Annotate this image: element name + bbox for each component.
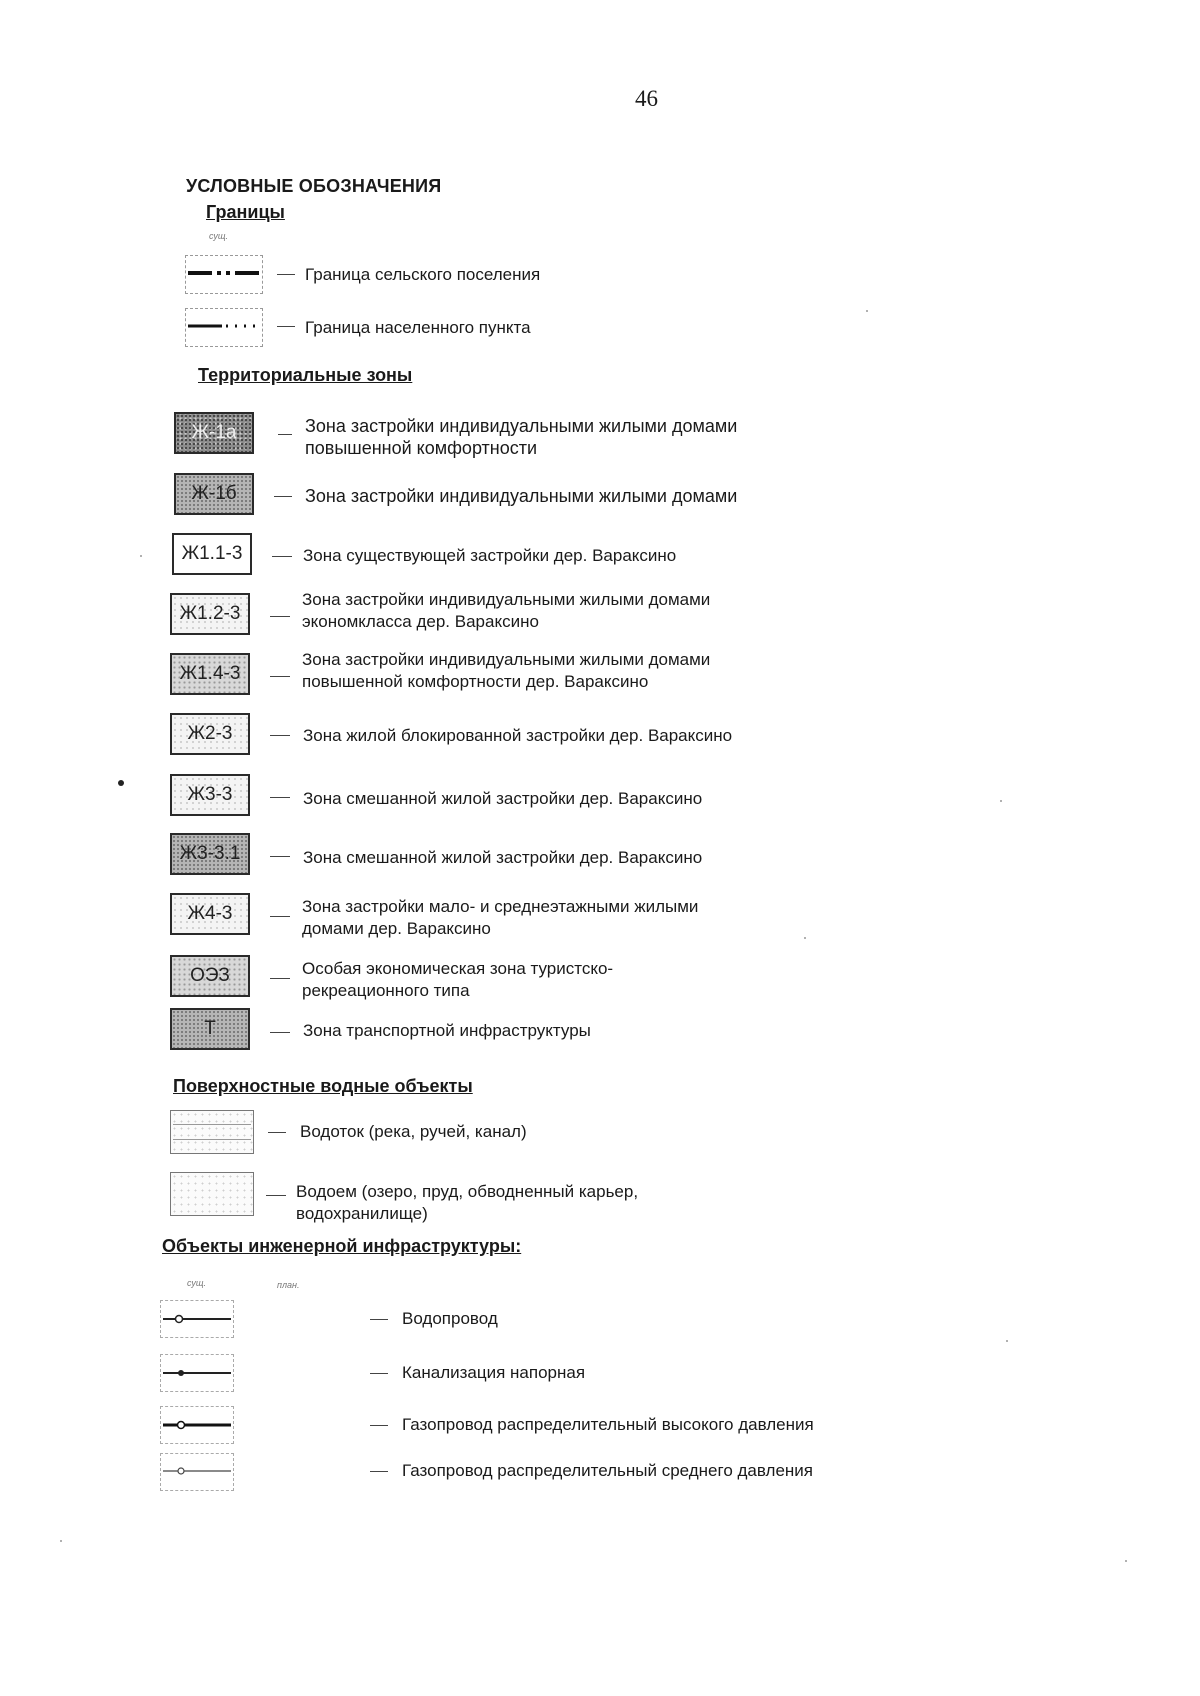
leader-dash — [272, 556, 292, 557]
leader-dash — [370, 1319, 388, 1320]
water-body-symbol — [170, 1172, 254, 1216]
boundaries-existing-label: сущ. — [209, 231, 229, 241]
zone-code: Ж3-3.1 — [179, 843, 241, 864]
water-label-2: Водоем (озеро, пруд, обводненный карьер, водохранилище) — [296, 1182, 639, 1223]
zone-code-box — [170, 774, 250, 816]
leader-dash — [266, 1195, 286, 1196]
zone-label: Зона застройки мало- и среднеэтажными жилыми домами дер. Вараксино — [302, 897, 699, 938]
zone-code-box — [170, 833, 250, 875]
zone-code-box — [170, 893, 250, 935]
zone-code: Ж4-3 — [187, 903, 233, 924]
water-heading: Поверхностные водные объекты — [173, 1076, 473, 1096]
leader-dash — [278, 434, 292, 435]
scan-speck — [1006, 1340, 1008, 1342]
rural-settlement-boundary-symbol — [185, 255, 263, 294]
zone-code-box — [174, 473, 254, 515]
zone-code-box — [170, 653, 250, 695]
boundary-label-1: Граница сельского поселения — [305, 265, 541, 284]
leader-dash — [270, 616, 290, 617]
dash-dot-line-icon — [186, 256, 262, 293]
zone-code: Ж2-3 — [187, 723, 233, 744]
zone-code: ОЭЗ — [190, 965, 230, 986]
pipe-with-node-icon — [161, 1301, 233, 1337]
boundary-label-2: Граница населенного пункта — [305, 318, 531, 337]
leader-dash — [270, 856, 290, 857]
leader-dash — [274, 496, 292, 497]
dotted-line-icon — [186, 309, 262, 346]
leader-dash — [270, 797, 290, 798]
gas-medium-pressure-symbol — [160, 1453, 234, 1491]
zone-label: Зона жилой блокированной застройки дер. Вараксино — [303, 726, 733, 745]
gas-high-pressure-symbol — [160, 1406, 234, 1444]
zone-code-box — [170, 713, 250, 755]
watercourse-symbol — [170, 1110, 254, 1154]
leader-dash — [270, 978, 290, 979]
zone-code: Ж1.2-3 — [179, 603, 241, 624]
water-pipe-symbol — [160, 1300, 234, 1338]
zone-code: Т — [204, 1018, 216, 1039]
zone-code: Ж1.4-3 — [179, 663, 241, 684]
zone-label: Зона застройки индивидуальными жилыми домами повышенной комфортности — [305, 416, 738, 458]
zone-label: Зона застройки индивидуальными жилыми домами повышенной комфортности дер. Вараксино — [302, 650, 711, 691]
leader-dash — [370, 1425, 388, 1426]
zone-code-box — [170, 1008, 250, 1050]
zones-heading: Территориальные зоны — [198, 365, 413, 385]
thin-pipe-with-node-icon — [161, 1454, 233, 1490]
settlement-boundary-symbol — [185, 308, 263, 347]
infrastructure-heading: Объекты инженерной инфраструктуры: — [162, 1236, 522, 1256]
sewer-symbol — [160, 1354, 234, 1392]
leader-dash — [270, 676, 290, 677]
water-label-1: Водоток (река, ручей, канал) — [300, 1122, 527, 1141]
infra-label-2: Канализация напорная — [402, 1363, 586, 1382]
scan-speck — [1000, 800, 1002, 802]
thick-pipe-with-node-icon — [161, 1407, 233, 1443]
leader-dash — [277, 326, 295, 327]
zone-label: Зона застройки индивидуальными жилыми домами экономкласса дер. Вараксино — [302, 590, 711, 631]
legend-title: УСЛОВНЫЕ ОБОЗНАЧЕНИЯ — [186, 176, 442, 196]
zone-code-box — [170, 955, 250, 997]
zone-label: Зона существующей застройки дер. Вараксино — [303, 546, 677, 565]
zone-label: Зона застройки индивидуальными жилыми домами — [305, 486, 738, 506]
scan-speck — [118, 780, 124, 786]
scan-speck — [804, 937, 806, 939]
zone-code-box — [172, 533, 252, 575]
planned-column-label: план. — [277, 1280, 300, 1290]
leader-dash — [370, 1373, 388, 1374]
page-number: 46 — [635, 86, 658, 111]
infra-label-3: Газопровод распределительный высокого давления — [402, 1415, 814, 1434]
infra-label-1: Водопровод — [402, 1309, 498, 1328]
zone-code: Ж3-3 — [187, 784, 233, 805]
zone-code-box — [174, 412, 254, 454]
pipe-with-filled-node-icon — [161, 1355, 233, 1391]
leader-dash — [270, 735, 290, 736]
leader-dash — [270, 916, 290, 917]
zone-code: Ж1.1-3 — [181, 543, 243, 564]
scan-speck — [866, 310, 868, 312]
leader-dash — [270, 1032, 290, 1033]
scan-speck — [60, 1540, 62, 1542]
leader-dash — [277, 274, 295, 275]
zone-code-box — [170, 593, 250, 635]
zone-label: Зона транспортной инфраструктуры — [303, 1021, 591, 1040]
boundaries-heading: Границы — [206, 202, 285, 222]
leader-dash — [268, 1132, 286, 1133]
scan-speck — [1125, 1560, 1127, 1562]
water-line — [173, 1124, 251, 1125]
zone-label: Зона смешанной жилой застройки дер. Вараксино — [303, 848, 703, 867]
water-line — [173, 1139, 251, 1140]
zone-code: Ж-1б — [191, 483, 237, 504]
existing-column-label: сущ. — [187, 1278, 207, 1288]
zone-label: Особая экономическая зона туристско-рекреационного типа — [302, 959, 614, 1000]
zone-code: Ж-1а — [191, 422, 237, 443]
infra-label-4: Газопровод распределительный среднего давления — [402, 1461, 813, 1480]
leader-dash — [370, 1471, 388, 1472]
zone-label: Зона смешанной жилой застройки дер. Вараксино — [303, 789, 703, 808]
scan-speck — [140, 555, 142, 557]
